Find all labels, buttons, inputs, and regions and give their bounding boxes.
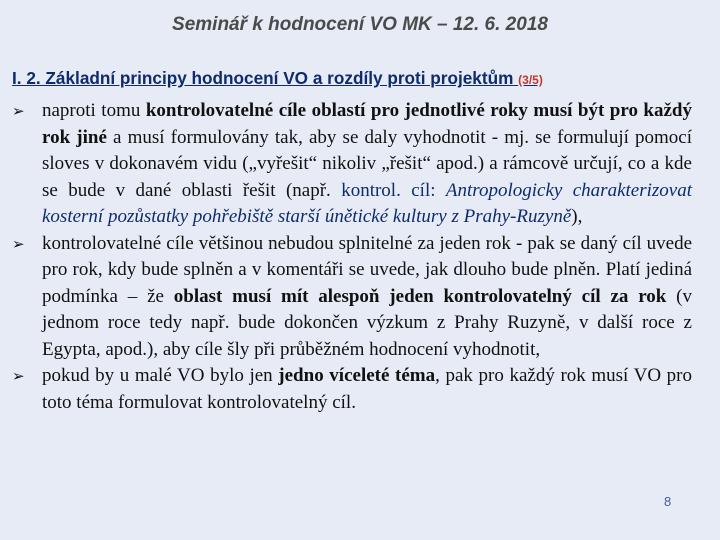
- bullet-text-part: (v jednom roce tedy např. bude dokončen výzkum z Prahy Ruzyně, v další roce z Egypta, apod.), aby cíle šly při průběžném hodnocení vyhodnotit,: [42, 285, 693, 360]
- bullet-text: [42, 98, 692, 231]
- arrow-bullet-icon: ➢: [12, 367, 25, 385]
- bullet-text-part: a musí formulovány tak, aby se daly vyhodnotit - mj. se formulují pomocí sloves v dokonavém vidu („vyřešit“ nikoliv „řešit“ apod.) a rámcově určují, co a kde se bude v dané oblasti řešit (např.: [42, 126, 692, 201]
- example-label: kontrol. cíl:: [341, 179, 446, 201]
- bullet-text-part: kontrolovatelné cíle většinou nebudou splnitelné za jeden rok - pak se daný cíl uvede pro rok, kdy bude splněn a v komentáři se uvede, jak dlouho bude plněn. Platí jediná podmínka – že: [42, 232, 692, 307]
- bullet-bold-part: kontrolovatelné cíle oblastí pro jednotlivé roky musí být pro každý rok jiné: [42, 100, 692, 148]
- section-heading: [12, 68, 712, 89]
- bullet-list: [12, 98, 692, 416]
- bullet-text-part: , pak pro každý rok musí VO pro toto téma formulovat kontrolovatelný cíl.: [42, 365, 692, 413]
- arrow-bullet-icon: ➢: [12, 102, 25, 120]
- bullet-item: [12, 231, 692, 364]
- slide-counter: (3/5): [518, 73, 543, 87]
- example-goal: Antropologicky charakterizovat kosterní pozůstatky pohřebiště starší únětické kultury z Prahy-Ruzyně: [42, 179, 692, 227]
- bullet-text-part: naproti tomu: [42, 100, 146, 121]
- bullet-bold-part: jedno víceleté téma: [278, 365, 436, 386]
- bullet-bold-part: oblast musí mít alespoň jeden kontrolovatelný cíl za rok: [173, 285, 667, 307]
- bullet-text-part: ),: [571, 206, 583, 227]
- bullet-text: [42, 363, 692, 416]
- bullet-item: [12, 98, 692, 231]
- arrow-bullet-icon: ➢: [12, 234, 25, 253]
- bullet-text: [42, 231, 692, 364]
- bullet-item: [12, 363, 692, 416]
- slide-title: Seminář k hodnocení VO MK – 12. 6. 2018: [172, 14, 548, 35]
- page-number: 8: [664, 494, 672, 509]
- section-heading-text: I. 2. Základní principy hodnocení VO a rozdíly proti projektům: [12, 68, 514, 88]
- bullet-text-part: pokud by u malé VO bylo jen: [42, 365, 279, 386]
